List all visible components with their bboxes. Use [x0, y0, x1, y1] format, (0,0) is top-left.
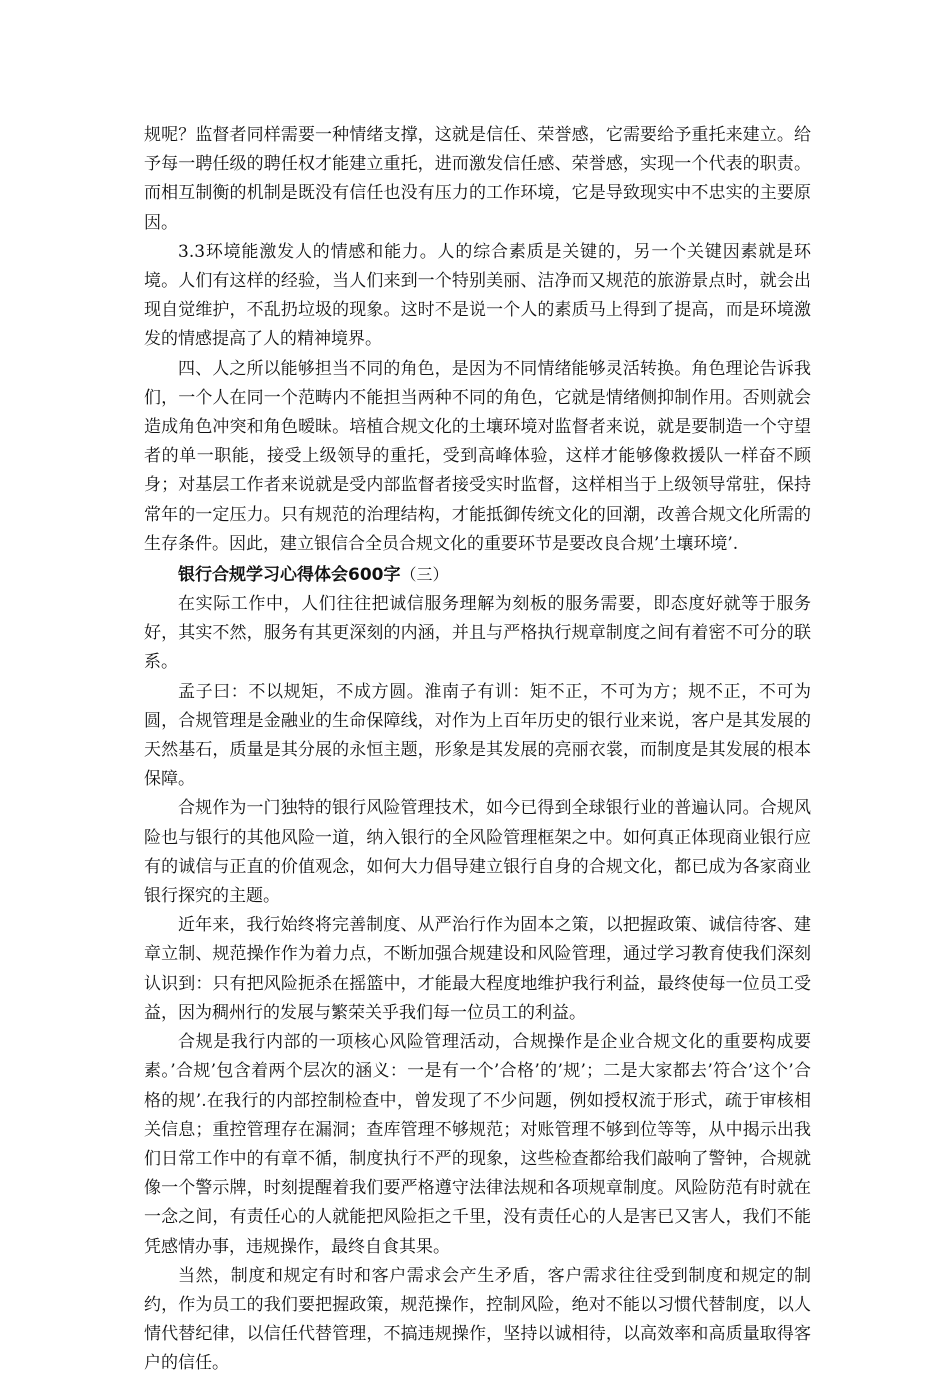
paragraph-environment: 3.3环境能激发人的情感和能力。人的综合素质是关键的，另一个关键因素就是环境。人们有这样的经验，当人们来到一个特别美丽、洁净而又规范的旅游景点时，就会出现自觉维护，不乱扔垃圾的现象。这时不是说一个人的素质马上得到了提高，而是环境激发的情感提高了人的精神境界。: [144, 241, 811, 350]
paragraph-conclusion: 当然，制度和规定有时和客户需求会产生矛盾，客户需求往往受到制度和规定的制约，作为员工的我们要把握政策，规范操作，控制风险，绝对不能以习惯代替制度，以人情代替纪律，以信任代替管理，不搞违规操作，坚持以诚相待，以高效率和高质量取得客户的信任。: [144, 1265, 811, 1374]
section-heading-title: 银行合规学习心得体会600字: [178, 565, 401, 586]
document-page: [144, 121, 811, 1379]
section-heading-number: （三）: [400, 565, 449, 585]
paragraph-mencius: 孟子曰：不以规矩，不成方圆。淮南子有训：矩不正，不可为方；规不正，不可为圆，合规管理是金融业的生命保障线，对作为上百年历史的银行业来说，客户是其发展的天然基石，质量是其分展的永恒主题，形象是其发展的亮丽衣裳，而制度是其发展的根本保障。: [144, 681, 811, 790]
section-heading: [144, 562, 811, 588]
paragraph-recent-years: 近年来，我行始终将完善制度、从严治行作为固本之策，以把握政策、诚信待客、建章立制、规范操作作为着力点，不断加强合规建设和风险管理，通过学习教育使我们深刻认识到：只有把风险扼杀在摇篮中，才能最大程度地维护我行利益，最终使每一位员工受益，因为稠州行的发展与繁荣关乎我们每一位员工的利益。: [144, 915, 811, 1023]
paragraph-roles: 四、人之所以能够担当不同的角色，是因为不同情绪能够灵活转换。角色理论告诉我们，一个人在同一个范畴内不能担当两种不同的角色，它就是情绪侧抑制作用。否则就会造成角色冲突和角色暧昧。培植合规文化的土壤环境对监督者来说，就是要制造一个守望者的单一职能，接受上级领导的重托，受到高峰体验，这样才能够像救援队一样奋不顾身；对基层工作者来说就是受内部监督者接受实时监督，这样相当于上级领导常驻，保持常年的一定压力。只有规范的治理结构，才能抵御传统文化的回潮，改善合规文化所需的生存条件。因此，建立银信合全员合规文化的重要环节是要改良合规’土壤环境’.: [144, 358, 811, 554]
paragraph-service: 在实际工作中，人们往往把诚信服务理解为刻板的服务需要，即态度好就等于服务好，其实不然，服务有其更深刻的内涵，并且与严格执行规章制度之间有着密不可分的联系。: [144, 594, 811, 673]
paragraph-risk-management: 合规作为一门独特的银行风险管理技术，如今已得到全球银行业的普遍认同。合规风险也与银行的其他风险一道，纳入银行的全风险管理框架之中。如何真正体现商业银行应有的诚信与正直的价值观念，如何大力倡导建立银行自身的合规文化，都已成为各家商业银行探究的主题。: [144, 798, 811, 907]
paragraph-compliance-core: 合规是我行内部的一项核心风险管理活动，合规操作是企业合规文化的重要构成要素。’合规’包含着两个层次的涵义：一是有一个’合格’的’规’；二是大家都去’符合’这个’合格的规’.在我行的内部控制检查中，曾发现了不少问题，例如授权流于形式，疏于审核相关信息；重控管理存在漏洞；查库管理不够规范；对账管理不够到位等等，从中揭示出我们日常工作中的有章不循，制度执行不严的现象，这些检查都给我们敲响了警钟，合规就像一个警示牌，时刻提醒着我们要严格遵守法律法规和各项规章制度。风险防范有时就在一念之间，有责任心的人就能把风险拒之千里，没有责任心的人是害已又害人，我们不能凭感情办事，违规操作，最终自食其果。: [144, 1032, 811, 1257]
paragraph-continuation: 规呢？监督者同样需要一种情绪支撑，这就是信任、荣誉感，它需要给予重托来建立。给予每一聘任级的聘任权才能建立重托，进而激发信任感、荣誉感，实现一个代表的职责。而相互制衡的机制是既没有信任也没有压力的工作环境，它是导致现实中不忠实的主要原因。: [144, 125, 811, 233]
